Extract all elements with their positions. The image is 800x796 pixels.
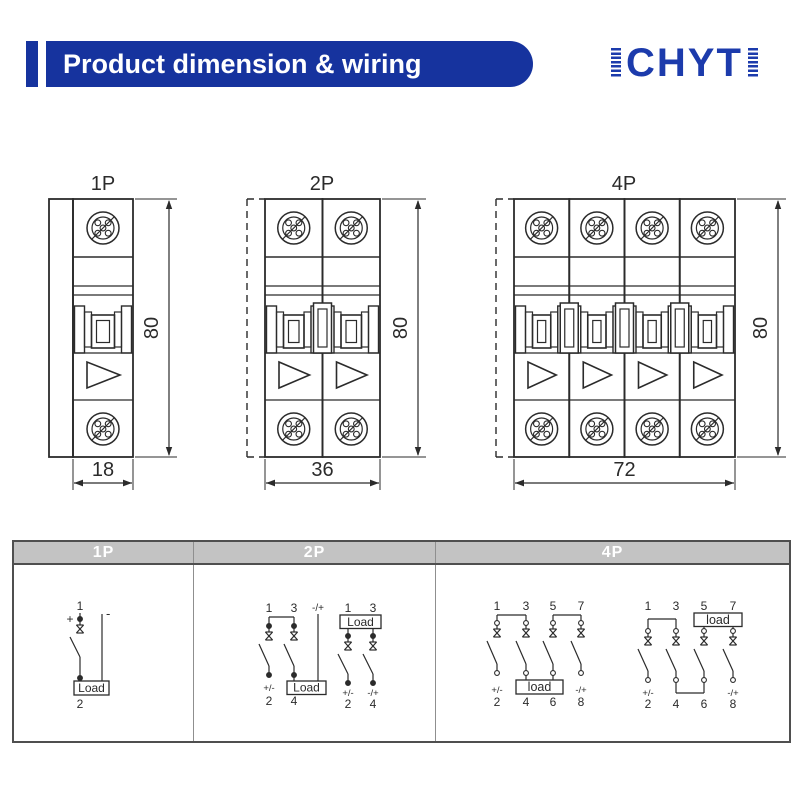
wiring-header-1p: 1P — [92, 544, 115, 561]
svg-text:+/-: +/- — [491, 685, 503, 696]
svg-text:Load: Load — [78, 680, 105, 695]
svg-text:2: 2 — [644, 697, 652, 711]
section-title: Product dimension & wiring — [63, 49, 422, 79]
svg-text:4: 4 — [672, 697, 680, 711]
breaker-drawing-1p — [49, 173, 177, 490]
wiring-diagrams-4p — [436, 565, 789, 741]
svg-text:80: 80 — [750, 316, 772, 340]
wiring-diagram-p4b — [638, 599, 742, 711]
wiring-table — [12, 540, 791, 743]
svg-text:7: 7 — [729, 599, 737, 613]
svg-text:1: 1 — [76, 599, 84, 613]
svg-text:+: + — [66, 612, 74, 626]
svg-text:5: 5 — [549, 599, 557, 613]
svg-text:8: 8 — [577, 695, 585, 709]
svg-text:72: 72 — [613, 459, 636, 481]
svg-text:7: 7 — [577, 599, 585, 613]
svg-text:4P: 4P — [611, 173, 637, 195]
svg-text:load: load — [527, 679, 552, 694]
wiring-diagram-p2a — [259, 601, 326, 708]
svg-text:load: load — [706, 612, 730, 627]
svg-text:+/-: +/- — [263, 683, 275, 694]
svg-text:4: 4 — [522, 695, 530, 709]
svg-text:1: 1 — [644, 599, 652, 613]
svg-text:6: 6 — [700, 697, 708, 711]
wiring-diagram-p4a — [487, 599, 587, 709]
wiring-header-row — [14, 542, 789, 565]
svg-text:-: - — [106, 606, 111, 621]
svg-text:+/-: +/- — [342, 688, 354, 699]
svg-text:1: 1 — [344, 601, 352, 615]
svg-text:80: 80 — [141, 316, 163, 340]
svg-text:-/+: -/+ — [727, 688, 739, 699]
wiring-cell-2p — [193, 565, 435, 741]
wiring-diagrams-2p — [194, 565, 435, 741]
svg-text:-/+: -/+ — [312, 603, 324, 614]
svg-text:2: 2 — [76, 697, 84, 711]
wiring-diagram-p2b — [338, 601, 381, 711]
wiring-cell-4p — [435, 565, 789, 741]
svg-text:3: 3 — [369, 601, 377, 615]
svg-text:-/+: -/+ — [367, 688, 379, 699]
svg-text:6: 6 — [549, 695, 557, 709]
wiring-cell-1p — [14, 565, 193, 741]
svg-text:80: 80 — [390, 316, 412, 340]
svg-text:Load: Load — [347, 614, 374, 629]
svg-text:18: 18 — [91, 459, 115, 481]
svg-text:2: 2 — [265, 694, 273, 708]
svg-text:8: 8 — [729, 697, 737, 711]
logo-text: CHYT — [626, 41, 743, 85]
svg-text:3: 3 — [522, 599, 530, 613]
svg-text:3: 3 — [672, 599, 680, 613]
svg-text:1: 1 — [493, 599, 501, 613]
svg-text:2: 2 — [493, 695, 501, 709]
svg-text:+/-: +/- — [642, 688, 654, 699]
svg-text:4: 4 — [290, 694, 298, 708]
svg-text:36: 36 — [311, 459, 334, 481]
svg-text:Load: Load — [293, 680, 320, 695]
svg-text:4: 4 — [369, 697, 377, 711]
breaker-drawing-2p — [247, 173, 426, 490]
svg-text:5: 5 — [700, 599, 708, 613]
svg-text:3: 3 — [290, 601, 298, 615]
wiring-diagram-p1 — [66, 599, 110, 711]
svg-text:2P: 2P — [309, 173, 335, 195]
svg-text:1: 1 — [265, 601, 273, 615]
wiring-diagrams-1p — [14, 565, 193, 741]
wiring-body-row — [14, 565, 789, 741]
svg-text:-/+: -/+ — [575, 685, 587, 696]
breaker-drawing-4p — [496, 173, 786, 490]
svg-text:1P: 1P — [90, 173, 116, 195]
wiring-header-2p: 2P — [193, 542, 435, 563]
wiring-header-4p: 4P — [435, 542, 789, 563]
svg-text:2: 2 — [344, 697, 352, 711]
